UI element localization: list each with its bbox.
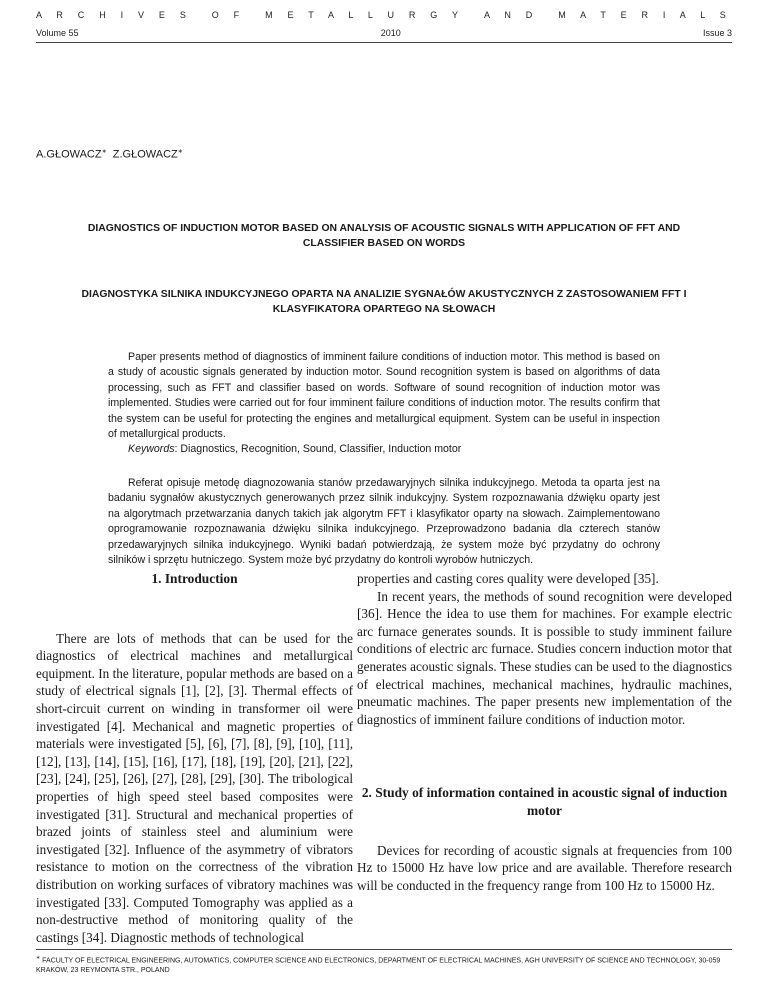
author-marker: ∗: [101, 149, 107, 155]
abstract-polish: Referat opisuje metodę diagnozowania stanów przedawaryjnych silnika indukcyjnego. Metoda ta oparta jest na badaniu sygnałów akustycznych generowanych przez silnik indukcyjny. System rozpoznawania dźwięku oparty jest na algorytmach przetwarzania danych takich jak algorytm FFT i klasyfikator oparty na słowach. Zaimplementowano oprogramowanie rozpoznawania dźwięku silnika indukcyjnego. Przeprowadzono badania dla czterech stanów przedawaryjnych silnika indukcyjnego. Wyniki badań potwierdzają, że system może być przydatny do ochrony silników i sprzętu hutniczego. System może być przydatny do kontroli wyrobów hutniczych.: [108, 477, 660, 567]
abstract-english: [108, 350, 660, 458]
section-heading-acoustic-study: 2. Study of information contained in acoustic signal of induction motor: [361, 785, 728, 818]
author-name: Z.GŁOWACZ: [112, 148, 178, 161]
paper-title-english: DIAGNOSTICS OF INDUCTION MOTOR BASED ON ANALYSIS OF ACOUSTIC SIGNALS WITH APPLICATION OF FFT AND CLASSIFIER BASED ON WORDS: [87, 223, 681, 249]
keywords-line: [108, 442, 660, 457]
volume-label: Volume 55: [36, 28, 79, 38]
author-marker: ∗: [177, 149, 183, 155]
left-column: [36, 570, 353, 946]
affiliation-footnote: [36, 953, 732, 976]
author-name: A.GŁOWACZ: [36, 148, 102, 161]
journal-meta: [36, 28, 732, 38]
paper-title-polish: DIAGNOSTYKA SILNIKA INDUKCYJNEGO OPARTA NA ANALIZIE SYGNAŁÓW AKUSTYCZNYCH Z ZASTOSOWANIEM FFT I KLASYFIKATORA OPARTEGO NA SŁOWACH: [81, 289, 687, 315]
journal-name: [36, 10, 732, 20]
body-paragraph: Devices for recording of acoustic signals at frequencies from 100 Hz to 15000 Hz have low price and are available. Therefore research will be conducted in the frequency range from 100 Hz to 15000 Hz.: [357, 842, 732, 893]
section-heading-introduction: 1. Introduction: [151, 571, 238, 586]
journal-word-of: O F: [211, 10, 246, 20]
footnote-divider: [36, 949, 732, 950]
header-divider: [36, 42, 732, 43]
body-paragraph: There are lots of methods that can be used for the diagnostics of electrical machines and metallurgical equipment. In the literature, popular methods are based on a study of electrical signals [1], [2], [3]. Thermal effects of short-circuit current on winding in transformer oil were investigated [4]. Mechanical and magnetic properties of materials were investigated [5], [6], [7], [8], [9], [10], [11], [12], [13], [14], [15], [16], [17], [18], [19], [20], [21], [22], [23], [24], [25], [26], [27], [28], [29], [30]. The tribological properties of high speed steel based composites were investigated [31]. Structural and mechanical properties of brazed joints of stainless steel and aluminium were investigated [32]. Influence of the asymmetry of vibrators resistance to motion on the correctness of the vibration distribution on working surfaces of vibratory machines was investigated [33]. Computed Tomography was applied as a non-destructive method of monitoring quality of the castings [34]. Diagnostic methods of technological: [36, 630, 353, 945]
keywords-label: Keywords: [128, 443, 175, 456]
journal-word-archives: A R C H I V E S: [36, 10, 193, 20]
year-label: 2010: [380, 28, 401, 38]
journal-word-materials: M A T E R I A L S: [558, 10, 732, 20]
issue-label: Issue 3: [702, 28, 732, 38]
affiliation-text: FACULTY OF ELECTRICAL ENGINEERING, AUTOMATICS, COMPUTER SCIENCE AND ELECTRONICS, DEPARTMENT OF ELECTRICAL MACHINES, AGH UNIVERSITY OF SCIENCE AND TECHNOLOGY, 30-059 KRAKÓW, 23 REYMONTA STR., POLAND: [36, 957, 721, 975]
abstract-english-text: Paper presents method of diagnostics of imminent failure conditions of induction motor. This method is based on a study of acoustic signals generated by induction motor. Sound recognition system is based on algorithms of data processing, such as FFT and classifier based on words. Software of sound recognition of induction motor was implemented. Studies were carried out for four imminent failure conditions of induction motor. The results confirm that the system can be useful for protecting the engines and metallurgical equipment. System can be useful in inspection of metallurgical products.: [108, 351, 660, 441]
right-column: [357, 570, 732, 894]
author-list: [36, 148, 183, 161]
keywords-text: : Diagnostics, Recognition, Sound, Classifier, Induction motor: [174, 443, 462, 456]
body-paragraph-continued: properties and casting cores quality were developed [35].: [357, 571, 659, 586]
footnote-marker: ∗: [36, 955, 41, 961]
journal-word-metallurgy: M E T A L L U R G Y: [265, 10, 465, 20]
journal-word-and: A N D: [483, 10, 539, 20]
body-paragraph: In recent years, the methods of sound recognition were developed [36]. Hence the idea to use them for machines. For example electric arc furnace generates sounds. It is possible to study imminent failure conditions of electric arc furnace. Studies concern induction motor that generates acoustic signals. These studies can be used to the diagnostics of electrical machines, mechanical machines, hydraulic machines, pneumatic machines. The paper presents new implementation of the diagnostics of imminent failure conditions of induction motor.: [357, 588, 732, 727]
